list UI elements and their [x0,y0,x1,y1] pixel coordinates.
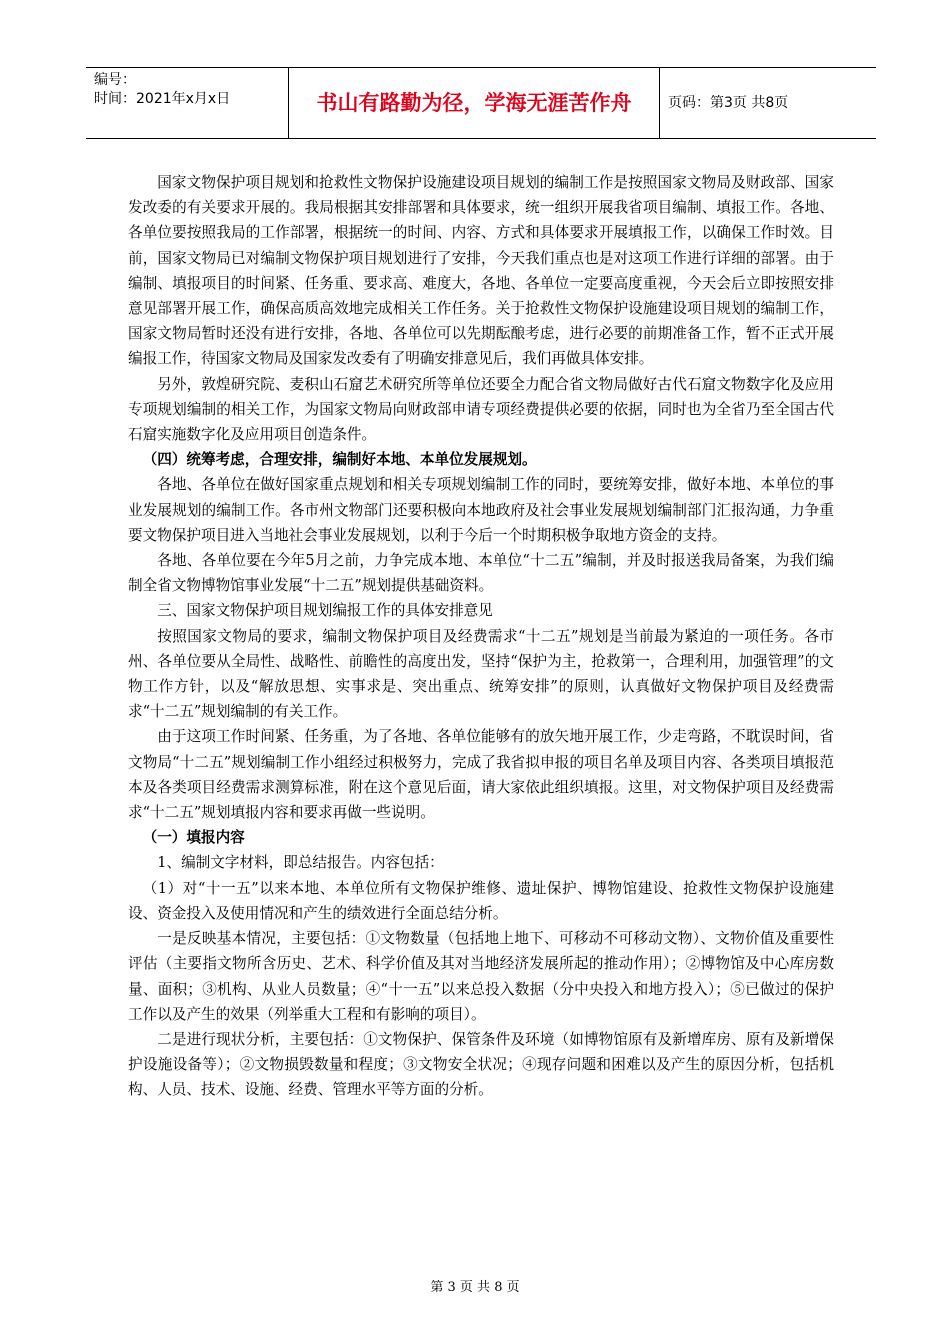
page-header [86,67,876,139]
paragraph: 国家文物保护项目规划和抢救性文物保护设施建设项目规划的编制工作是按照国家文物局及财政部、国家发改委的有关要求开展的。我局根据其安排部署和具体要求，统一组织开展我省项目编制、填报工作。各地、各单位要按照我局的工作部署，根据统一的时间、内容、方式和具体要求开展填报工作，以确保工作时效。目前，国家文物局已对编制文物保护项目规划进行了安排，今天我们重点也是对这项工作进行详细的部署。由于编制、填报项目的时间紧、任务重、要求高、难度大，各地、各单位一定要高度重视，今天会后立即按照安排意见部署开展工作，确保高质高效地完成相关工作任务。关于抢救性文物保护设施建设项目规划的编制工作，国家文物局暂时还没有进行安排，各地、各单位可以先期酝酿考虑，进行必要的前期准备工作，暂不正式开展编报工作，待国家文物局及国家发改委有了明确安排意见后，我们再做具体安排。 [128,174,834,368]
paragraph: 按照国家文物局的要求，编制文物保护项目及经费需求“十二五”规划是当前最为紧迫的一项任务。各市州、各单位要从全局性、战略性、前瞻性的高度出发，坚持“保护为主，抢救第一，合理利用，加强管理”的文物工作方针，以及“解放思想、实事求是、突出重点、统筹安排”的原则，认真做好文物保护项目及经费需求“十二五”规划编制的有关工作。 [128,627,834,721]
header-page-number: 页码：第3页 共8页 [668,95,789,111]
document-date-label: 时间：2021年x月x日 [94,91,231,107]
paragraph: 各地、各单位在做好国家重点规划和相关专项规划编制工作的同时，要统筹安排，做好本地、本单位的事业发展规划的编制工作。各市州文物部门还要积极向本地政府及社会事业发展规划编制部门汇报沟通，力争重要文物保护项目进入当地社会事业发展规划，以利于今后一个时期积极争取地方资金的支持。 [128,476,834,544]
header-motto: 书山有路勤为径，学海无涯苦作舟 [316,91,632,115]
paragraph: 另外，敦煌研究院、麦积山石窟艺术研究所等单位还要全力配合省文物局做好古代石窟文物数字化及应用专项规划编制的相关工作，为国家文物局向财政部申请专项经费提供必要的依据，同时也为全省乃至全国古代石窟实施数字化及应用项目创造条件。 [128,375,834,444]
section-heading: （一）填报内容 [142,829,245,847]
section-heading: 三、国家文物保护项目规划编报工作的具体安排意见 [157,602,493,620]
header-meta [94,71,284,135]
paragraph: 由于这项工作时间紧、任务重，为了各地、各单位能够有的放矢地开展工作，少走弯路，不耽误时间，省文物局“十二五”规划编制工作小组经过积极努力，完成了我省拟申报的项目名单及项目内容、各类项目填报范本及各类项目经费需求测算标准，附在这个意见后面，请大家依此组织填报。这里，对文物保护项目及经费需求“十二五”规划填报内容和要求再做一些说明。 [128,728,834,822]
page-footer: 第 3 页 共 8 页 [430,1280,520,1295]
document-number-label: 编号： [94,72,136,88]
paragraph: 1、编制文字材料，即总结报告。内容包括： [157,854,444,872]
paragraph: 一是反映基本情况，主要包括：①文物数量（包括地上地下、可移动不可移动文物）、文物价值及重要性评估（主要指文物所含历史、艺术、科学价值及其对当地经济发展所起的推动作用）；②博物馆及中心库房数量、面积；③机构、从业人员数量；④“十一五”以来总投入数据（分中央投入和地方投入）；⑤已做过的保护工作以及产生的效果（列举重大工程和有影响的项目）。 [128,930,834,1023]
paragraph: 二是进行现状分析，主要包括：①文物保护、保管条件及环境（如博物馆原有及新增库房、原有及新增保护设施设备等）；②文物损毁数量和程度；③文物安全状况；④现存问题和困难以及产生的原因分析，包括机构、人员、技术、设施、经费、管理水平等方面的分析。 [128,1030,834,1099]
paragraph: （1）对“十一五”以来本地、本单位所有文物保护维修、遗址保护、博物馆建设、抢救性文物保护设施建设、资金投入及使用情况和产生的绩效进行全面总结分析。 [128,879,834,922]
document-body [128,170,834,1103]
header-divider [659,68,660,138]
paragraph: 各地、各单位要在今年5月之前，力争完成本地、本单位“十二五”编制，并及时报送我局备案，为我们编制全省文物博物馆事业发展“十二五”规划提供基础资料。 [128,552,834,595]
section-heading: （四）统筹考虑，合理安排，编制好本地、本单位发展规划。 [142,451,537,469]
